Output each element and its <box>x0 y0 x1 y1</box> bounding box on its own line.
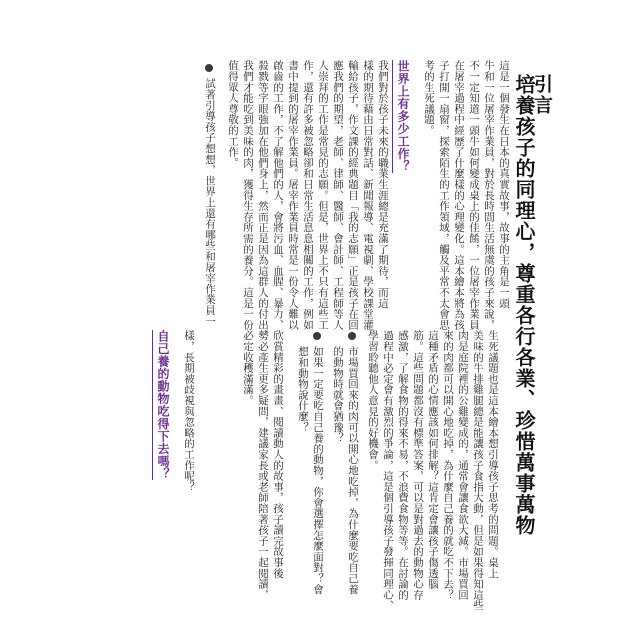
paragraph-line: 這是一個發生在日本的真實故事，故事的主角是一頭 <box>498 60 510 309</box>
paragraph-line: 值得眾人尊敬的工作。 <box>227 60 239 168</box>
bullet-text: 想和動物說什麼？ <box>297 346 309 433</box>
paragraph-line: 在屠宰過程中經歷了什麼樣的心理變化。這本繪本將為孩 <box>453 60 465 330</box>
bullet-icon <box>348 332 356 340</box>
paragraph-line: 書中提到的屠宰作業員。屠宰作業員時常是一份令人難以 <box>287 60 299 330</box>
paragraph-line: 人崇拜的工作是常見的志願。但是，世界上不只有這些工 <box>317 60 329 330</box>
paragraph-line: 勢必產生更多疑問，建議家長或老師陪著孩子一起閱讀， <box>257 330 269 600</box>
paragraph-line: 學習聆聽他人意見的好機會。 <box>367 330 379 471</box>
paragraph-line: 不一定知道一頭牛如何變成桌上的佳餚，一位屠宰作業員 <box>468 60 480 330</box>
paragraph-line: 這種矛盾的心情應該如何排解？這肯定會讓孩子傷透腦 <box>427 330 439 590</box>
section-heading-pets: 自己養的動物吃得下去嗎？ <box>152 330 172 480</box>
paragraph-line: 輸給孩子，作文課的經典題目「我的志願」正是孩子在回 <box>347 60 359 330</box>
bullet-text: 如果一定要吃自己養的動物，你會選擇怎麼面對？會 <box>312 346 324 595</box>
paragraph-line: 我們對於孩子未來的職業生涯總是充滿了期待，而這 <box>377 60 389 309</box>
paragraph-line: 應我們的期望，老師、律師、醫師、會計師、工程師等人 <box>332 60 344 330</box>
bullet-text: 市場買回來的肉可以開心地吃掉，為什麼要吃自己養 <box>347 346 359 595</box>
paragraph-line: 必定收穫滿滿。 <box>242 330 254 406</box>
intro-heading: 引言 <box>531 74 553 116</box>
paragraph-line: 樣，長期被歧視與忽略的工作呢？ <box>183 330 195 492</box>
paragraph-line: 感激，了解食物的得來不易，不浪費食物等等。在討論的 <box>397 330 409 600</box>
paragraph-line: 子打開一扇窗，探索陌生的工作領域，觸及平常不太會思 <box>438 60 450 330</box>
paragraph-line: 作，還有許多被忽略卻和日常生活息息相關的工作，例如 <box>302 60 314 330</box>
paragraph-line: 我們才能吃到美味的肉，獲得生存所需的養分。這是一份 <box>242 60 254 330</box>
paragraph-line: 樣的期待藉由日常對話、新聞報導、電視劇、學校課堂灌 <box>362 60 374 330</box>
bullet-text: 的動物時就會猶豫？ <box>332 346 344 444</box>
paragraph-line: 牛和一位屠宰作業員，對於長時間生活無虞的孩子來說， <box>483 60 495 330</box>
bullet-icon <box>205 64 213 72</box>
paragraph-line: 殺戮等字眼強加在他們身上，然而正是因為這群人的付出， <box>257 60 269 341</box>
section-heading-jobs: 世界上有多少工作？ <box>392 60 412 173</box>
paragraph-line: 美味的牛排雞腿總是能讓孩子食指大動，但是如果得知這些 <box>472 330 484 611</box>
paragraph-line: 筋。這些問題都沒有標準答案，可以是對過去的動物心存 <box>412 330 424 600</box>
paragraph-line: 來的肉都可以開心地吃掉，為什麼自己養的就吃不下去？ <box>442 330 454 600</box>
page-title: 培養孩子的同理心，尊重各行各業、珍惜萬事萬物 <box>512 74 536 536</box>
paragraph-line: 欣賞精彩的畫畫、閱讀動人的故事，孩子讀完故事後 <box>272 330 284 579</box>
bullet-text: 試著引導孩子想想，世界上還有哪些和屠宰作業員一 <box>204 78 216 327</box>
paragraph-line: 考的生死議題。 <box>423 60 435 136</box>
paragraph-line: 生死議題也是這本繪本想引導孩子思考的問題。桌上 <box>487 330 499 579</box>
paragraph-line: 過程中必定會有激烈的爭論，這是個引導孩子發揮同理心、 <box>382 330 394 611</box>
paragraph-line: 啟齒的工作，不了解他們的人，會將污血、血腥、暴力、 <box>272 60 284 330</box>
bullet-icon <box>313 332 321 340</box>
paragraph-line: 肉是庭院裡的公雞變成的，通常會讓食欲大減。市場買回 <box>457 330 469 600</box>
